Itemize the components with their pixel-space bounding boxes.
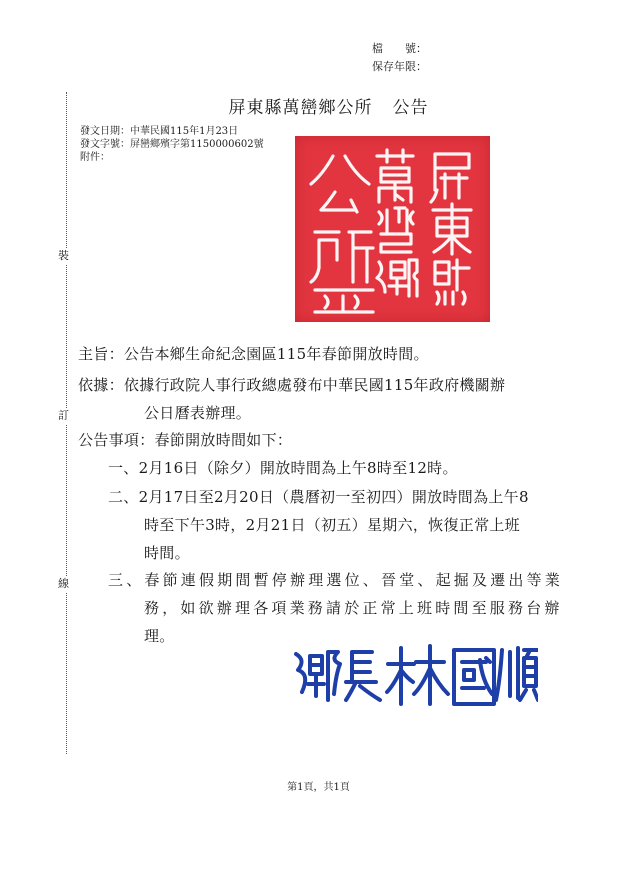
basis-line-1: 依據：依據行政院人事行政總處發布中華民國115年政府機關辦	[78, 376, 506, 394]
retention-row	[372, 58, 427, 76]
doc-type: 公告	[392, 98, 429, 118]
official-seal	[295, 136, 490, 322]
attachment-label: 附件：	[80, 152, 110, 163]
binding-mark-zhuang: 裝	[58, 249, 69, 262]
issue-date: 發文日期：中華民國115年1月23日	[80, 126, 239, 137]
item-3-line-3: 理。	[144, 627, 175, 645]
item-1: 一、2月16日（除夕）開放時間為上午8時至12時。	[108, 459, 458, 477]
item-2-line-2: 時至下午3時，2月21日（初五）星期六，恢復正常上班	[144, 516, 520, 534]
item-3-line-1: 三、春節連假期間暫停辦理選位、晉堂、起掘及遷出等業	[108, 571, 564, 589]
item-3-line-2: 務，如欲辦理各項業務請於正常上班時間至服務台辦	[144, 599, 563, 617]
subject: 主旨：公告本鄉生命紀念園區115年春節開放時間。	[78, 345, 429, 363]
basis-line-2: 公日曆表辦理。	[144, 404, 252, 422]
document-title	[20, 93, 617, 118]
file-number-label: 檔 號：	[372, 42, 427, 55]
seal-graphic	[295, 136, 490, 322]
page-footer: 第1頁，共1頁	[287, 782, 350, 793]
item-2-line-1: 二、2月17日至2月20日（農曆初一至初四）開放時間為上午8	[108, 488, 529, 506]
signature-mark	[288, 640, 538, 712]
org-name: 屏東縣萬巒鄉公所	[228, 98, 373, 118]
binding-mark-ding: 訂	[58, 409, 69, 422]
binding-mark-xian: 線	[58, 577, 69, 590]
retention-label: 保存年限：	[372, 60, 427, 73]
file-number-row	[372, 40, 427, 58]
item-2-line-3: 時間。	[144, 544, 190, 562]
items-heading: 公告事項：春節開放時間如下：	[78, 431, 293, 449]
archive-info	[372, 40, 427, 76]
issue-number: 發文字號：屏巒鄉殯字第1150000602號	[80, 139, 264, 150]
document-meta	[80, 125, 264, 164]
